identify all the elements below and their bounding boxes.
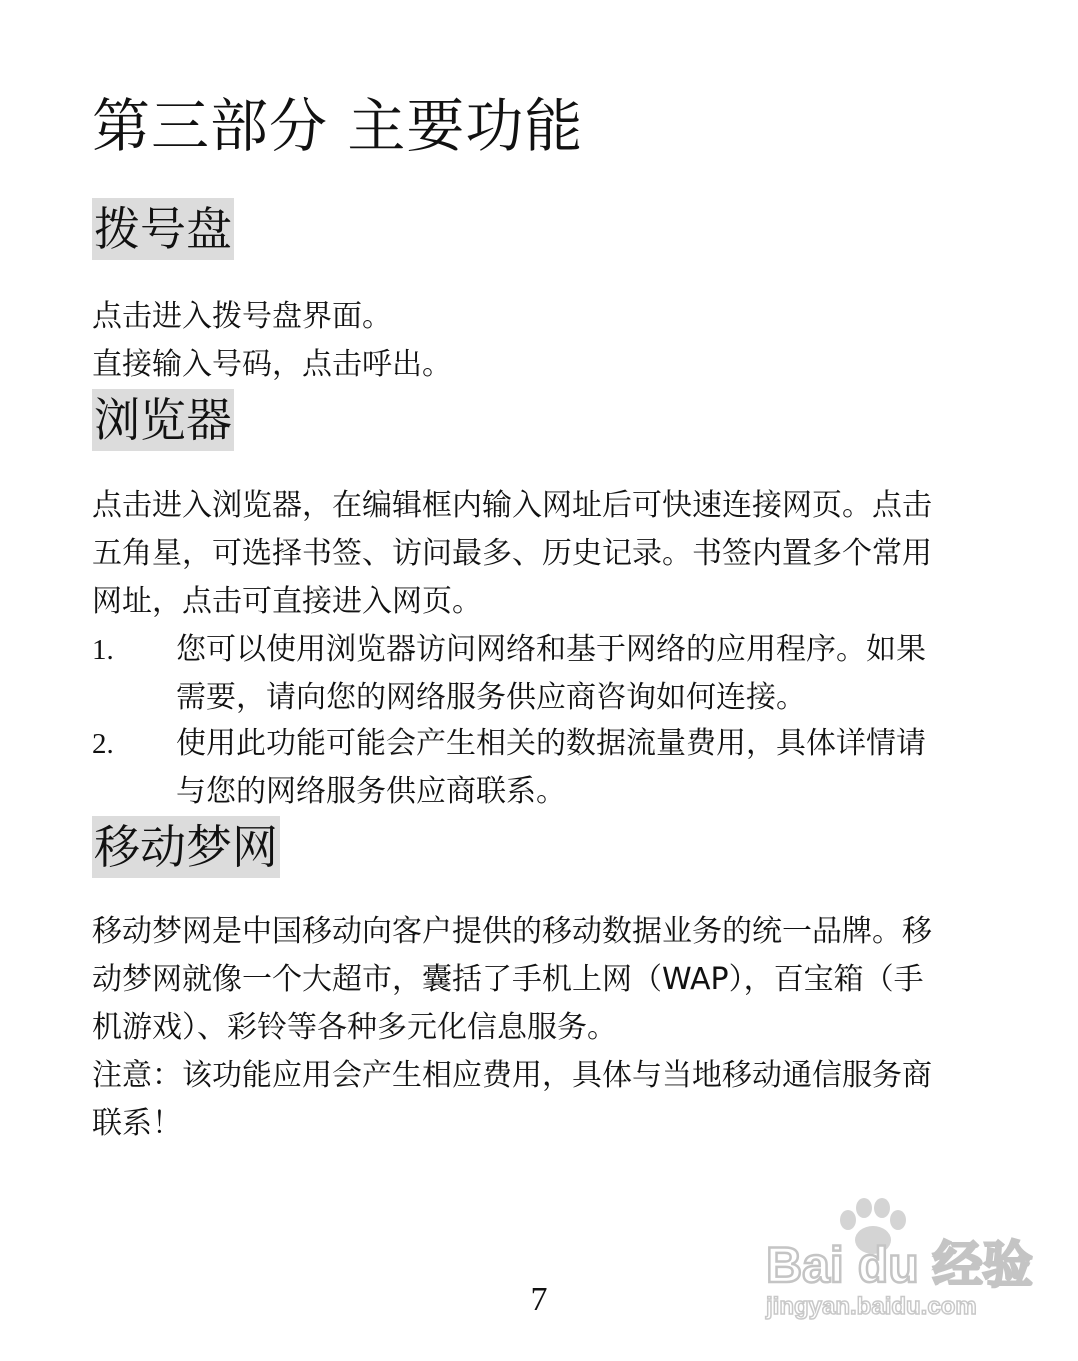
page-title: 第三部分 主要功能 [92,92,584,160]
paragraph-line: 联系！ [92,1106,182,1141]
list-text-line: 需要，请向您的网络服务供应商咨询如何连接。 [176,680,806,715]
watermark-url: jingyan.baidu.com [766,1293,977,1320]
watermark-brand: Bai du 经验 [766,1237,1033,1293]
paragraph-line: 网址，点击可直接进入网页。 [92,584,482,619]
paragraph-line: 点击进入浏览器，在编辑框内输入网址后可快速连接网页。点击 [92,488,932,523]
list-number: 2. [92,728,114,760]
list-number: 1. [92,634,114,666]
paragraph-line: 动梦网就像一个大超市，囊括了手机上网（WAP），百宝箱（手 [92,962,924,997]
paragraph-line: 五角星，可选择书签、访问最多、历史记录。书签内置多个常用 [92,536,932,571]
paragraph-line: 注意：该功能应用会产生相应费用，具体与当地移动通信服务商 [92,1058,932,1093]
section-heading-monternet: 移动梦网 [92,816,280,878]
list-text-line: 使用此功能可能会产生相关的数据流量费用，具体详情请 [176,726,926,761]
paragraph: 直接输入号码，点击呼出。 [92,347,452,382]
paragraph-line: 机游戏）、彩铃等各种多元化信息服务。 [92,1010,617,1045]
page-number: 7 [530,1281,548,1318]
section-heading-browser: 浏览器 [92,389,234,451]
list-text-line: 与您的网络服务供应商联系。 [176,774,566,809]
paragraph-line: 移动梦网是中国移动向客户提供的移动数据业务的统一品牌。移 [92,914,932,949]
list-text-line: 您可以使用浏览器访问网络和基于网络的应用程序。如果 [176,632,926,667]
section-heading-dialer: 拨号盘 [92,198,234,260]
paragraph: 点击进入拨号盘界面。 [92,299,392,334]
